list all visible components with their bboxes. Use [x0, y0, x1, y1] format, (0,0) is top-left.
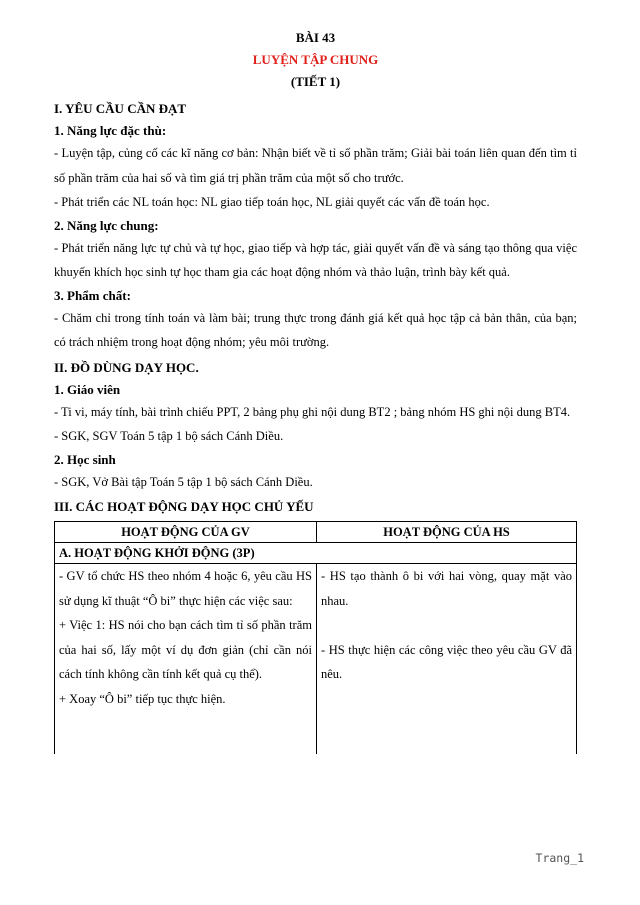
- paragraph: - Phát triển năng lực tự chủ và tự học, giao tiếp và hợp tác, giải quyết vấn đề và sáng tạo thông qua việc khuyến khích học sinh tự học tham gia các hoạt động nhóm và thảo luận, trình bày kết quả.: [54, 240, 577, 279]
- student-activity-text: - HS thực hiện các công việc theo yêu cầu GV đã nêu.: [321, 642, 572, 681]
- subheading-teacher: 1. Giáo viên: [54, 381, 121, 397]
- paragraph: - Ti vi, máy tính, bài trình chiếu PPT, 2 bảng phụ ghi nội dung BT2 ; bảng nhóm HS ghi nội dung BT4.: [54, 404, 571, 419]
- student-activity-cell: [317, 564, 577, 755]
- section-heading-activities: III. CÁC HOẠT ĐỘNG DẠY HỌC CHỦ YẾU: [54, 499, 314, 514]
- section-heading-requirements: I. YÊU CẦU CẦN ĐẠT: [54, 101, 187, 116]
- teacher-activity-text: + Việc 1: HS nói cho bạn cách tìm tỉ số phần trăm của hai số, lấy một ví dụ đơn giản (chỉ cần nói cách tính không cần tính kết quả cụ thể).: [59, 618, 312, 681]
- subheading-student: 2. Học sinh: [54, 451, 116, 467]
- document-page: [54, 28, 577, 754]
- paragraph: - Phát triển các NL toán học: NL giao tiếp toán học, NL giải quyết các vấn đề toán học.: [54, 195, 490, 209]
- spacer: [321, 613, 572, 638]
- activities-table: [54, 521, 577, 754]
- page-number: Trang_1: [535, 851, 584, 865]
- teacher-activity-text: - GV tổ chức HS theo nhóm 4 hoặc 6, yêu cầu HS sử dụng kĩ thuật “Ô bi” thực hiện các việc sau:: [59, 569, 312, 608]
- paragraph: - SGK, SGV Toán 5 tập 1 bộ sách Cánh Diều.: [54, 429, 284, 443]
- lesson-session: (TIẾT 1): [290, 74, 341, 89]
- paragraph: - Chăm chỉ trong tính toán và làm bài; trung thực trong đánh giá kết quả học tập cả bản thân, của bạn; có trách nhiệm trong hoạt động nhóm; yêu môi trường.: [54, 310, 577, 349]
- subheading-specific-competence: 1. Năng lực đặc thù:: [54, 123, 167, 138]
- column-header-student: HOẠT ĐỘNG CỦA HS: [317, 522, 577, 543]
- table-section-row: [55, 543, 577, 564]
- teacher-activity-text: + Xoay “Ô bi” tiếp tục thực hiện.: [59, 691, 226, 706]
- subheading-qualities: 3. Phẩm chất:: [54, 287, 131, 303]
- teacher-activity-cell: [55, 564, 317, 755]
- table-header-row: [55, 522, 577, 543]
- section-row-warmup: A. HOẠT ĐỘNG KHỞI ĐỘNG (3P): [55, 543, 577, 564]
- lesson-number: BÀI 43: [295, 30, 336, 45]
- paragraph: - Luyện tập, củng cố các kĩ năng cơ bản: Nhận biết về tỉ số phần trăm; Giải bài toán liên quan đến tìm tỉ số phần trăm của hai số và tìm giá trị phần trăm của một số cho trước.: [54, 146, 577, 185]
- column-header-teacher: HOẠT ĐỘNG CỦA GV: [55, 522, 317, 543]
- subheading-general-competence: 2. Năng lực chung:: [54, 217, 159, 233]
- table-row: [55, 564, 577, 755]
- section-heading-materials: II. ĐỒ DÙNG DẠY HỌC.: [54, 359, 199, 375]
- paragraph: - SGK, Vở Bài tập Toán 5 tập 1 bộ sách Cánh Diều.: [54, 474, 313, 489]
- student-activity-text: - HS tạo thành ô bi với hai vòng, quay mặt vào nhau.: [321, 569, 572, 608]
- lesson-title: LUYỆN TẬP CHUNG: [252, 52, 379, 67]
